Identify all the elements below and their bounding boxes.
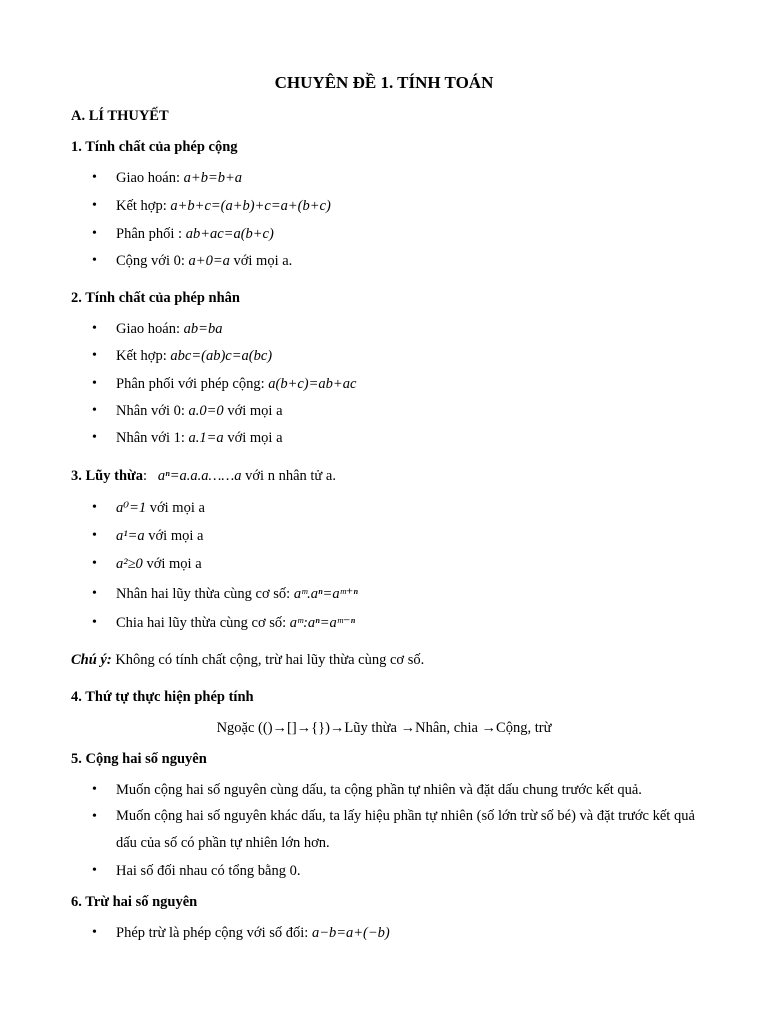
item-label: Giao hoán: (116, 170, 184, 186)
list-item (116, 253, 292, 270)
list-item (116, 198, 331, 215)
section-3-line (71, 468, 336, 485)
list-item (116, 226, 274, 243)
section-4-heading: 4. Thứ tự thực hiện phép tính (71, 689, 254, 705)
note-text: Không có tính chất cộng, trừ hai lũy thừa cùng cơ số. (111, 652, 425, 668)
list-item (116, 925, 390, 942)
section-3-heading: 3. Lũy thừa (71, 468, 143, 484)
list-item (116, 430, 283, 447)
list-item (116, 403, 283, 420)
list-item (116, 586, 358, 603)
list-item (116, 528, 203, 545)
item-formula: a⁰=1 (116, 500, 147, 516)
power-definition-formula: aⁿ=a.a.a……a (157, 468, 242, 484)
item-formula: a+b+c=(a+b)+c=a+(b+c) (170, 198, 331, 214)
item-label: Phân phối : (116, 226, 186, 242)
item-formula: a¹=a (116, 528, 145, 544)
list-item (116, 500, 205, 517)
section-3-colon: : (142, 468, 147, 484)
item-formula: a+b=b+a (183, 170, 243, 186)
section-1-heading: 1. Tính chất của phép cộng (71, 139, 238, 155)
list-item (116, 376, 356, 393)
list-item (116, 615, 355, 632)
operation-order: Ngoặc (()→[]→{})→Lũy thừa →Nhân, chia →Cộng, trừ (216, 720, 552, 736)
page-title: CHUYÊN ĐỀ 1. TÍNH TOÁN (274, 73, 494, 92)
list-item: • Muốn cộng hai số nguyên khác dấu, ta lấy hiệu phần tự nhiên (số lớn trừ số bé) và đặt trước kết quả dấu của số có phần tự nhiên lớn hơn. (116, 803, 706, 857)
list-item: • Muốn cộng hai số nguyên cùng dấu, ta cộng phần tự nhiên và đặt dấu chung trước kết quả. (116, 782, 642, 799)
item-label: Nhân với 1: (116, 430, 189, 446)
note-label: Chú ý: (71, 652, 112, 668)
item-formula: ab+ac=a(b+c) (185, 226, 274, 242)
item-label: Kết hợp: (116, 348, 171, 364)
item-formula: a.0=0 (188, 403, 224, 419)
item-formula: a(b+c)=ab+ac (268, 376, 357, 392)
list-item: • Hai số đối nhau có tổng bằng 0. (116, 863, 300, 880)
note-line (71, 652, 424, 669)
section-5-heading: 5. Cộng hai số nguyên (71, 751, 207, 767)
item-suffix: với mọi a (223, 403, 283, 419)
list-item (116, 556, 202, 573)
list-item (116, 321, 222, 338)
item-suffix: với mọi a (144, 528, 204, 544)
item-label: Cộng với 0: (116, 253, 189, 269)
item-formula: abc=(ab)c=a(bc) (170, 348, 273, 364)
item-label: Giao hoán: (116, 321, 184, 337)
item-formula: ab=ba (183, 321, 223, 337)
list-item (116, 348, 272, 365)
item-suffix: với mọi a (223, 430, 283, 446)
item-formula: a.1=a (188, 430, 224, 446)
power-definition-suffix: với n nhân tử a. (241, 468, 336, 484)
item-formula: a²≥0 (116, 556, 143, 572)
item-label: Chia hai lũy thừa cùng cơ số: (116, 615, 290, 631)
item-formula: aᵐ.aⁿ=aᵐ⁺ⁿ (293, 586, 358, 602)
item-suffix: với mọi a. (229, 253, 293, 269)
item-label: Phép trừ là phép cộng với số đối: (116, 925, 312, 941)
item-suffix: với mọi a (142, 556, 202, 572)
section-6-heading: 6. Trừ hai số nguyên (71, 894, 198, 910)
item-formula: aᵐ:aⁿ=aᵐ⁻ⁿ (289, 615, 356, 631)
item-label: Nhân với 0: (116, 403, 189, 419)
list-item (116, 170, 242, 187)
item-suffix: với mọi a (146, 500, 205, 516)
item-formula: a+0=a (188, 253, 230, 269)
item-formula: a−b=a+(−b) (311, 925, 390, 941)
item-label: Kết hợp: (116, 198, 171, 214)
section-a-heading: A. LÍ THUYẾT (71, 108, 169, 124)
section-2-heading: 2. Tính chất của phép nhân (71, 290, 240, 306)
item-label: Phân phối với phép cộng: (116, 376, 269, 392)
item-label: Nhân hai lũy thừa cùng cơ số: (116, 586, 294, 602)
